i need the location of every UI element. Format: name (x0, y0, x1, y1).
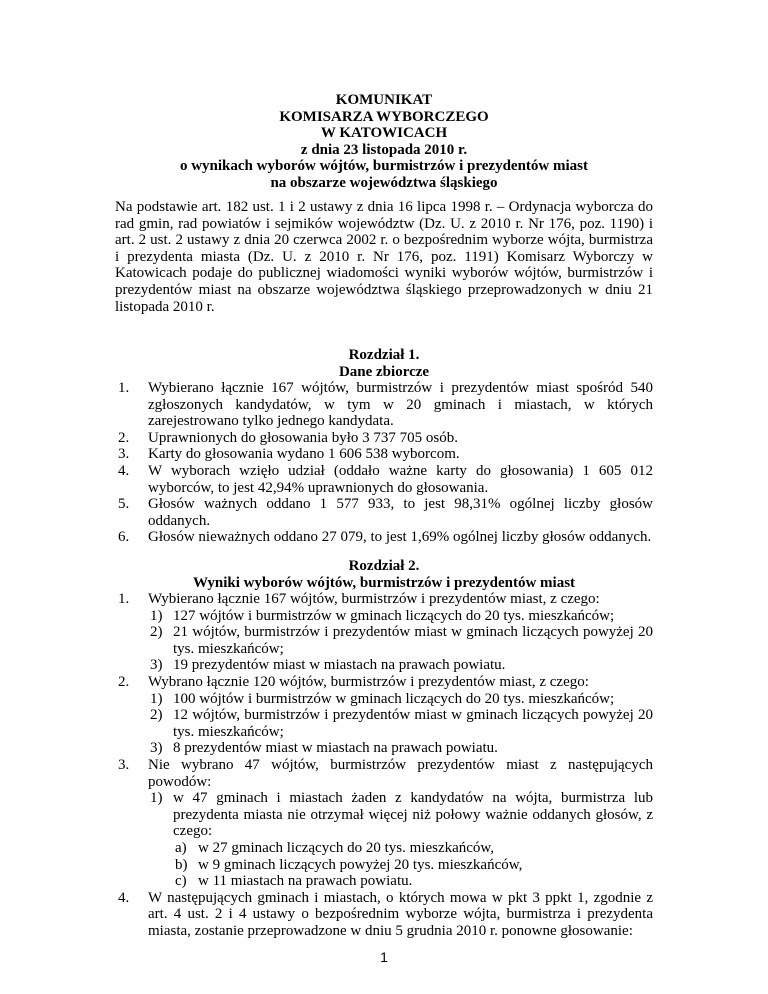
chapter-title: Wyniki wyborów wójtów, burmistrzów i prezydentów miast (192, 574, 576, 591)
header-line-komisarza: KOMISARZA WYBORCZEGO (279, 108, 489, 125)
header-line-region: na obszarze województwa śląskiego (270, 174, 498, 191)
list-item (115, 380, 653, 430)
sub-list-item (148, 740, 653, 757)
list-item (115, 674, 653, 757)
sub-item-text: w 47 gminach i miastach żaden z kandydatów na wójta, burmistrza lub prezydenta miasta nie otrzymał więcej niż połowy ważnie oddanych głosów, z czego: (173, 790, 653, 840)
sub-item-text: 8 prezydentów miast w miastach na prawach powiatu. (173, 740, 498, 757)
sub-item-text: 19 prezydentów miast w miastach na prawach powiatu. (173, 657, 506, 674)
sub-item-number: 2) (150, 707, 163, 724)
item-number: 3. (118, 756, 130, 773)
chapter-number: Rozdział 1. (348, 347, 420, 363)
item-number: 1. (118, 591, 130, 607)
sub-item-number: 3) (150, 740, 163, 757)
chapter-1-heading (115, 347, 653, 380)
item-text: Głosów nieważnych oddano 27 079, to jest 1,69% ogólnej liczby głosów oddanych. (148, 529, 652, 546)
sub-sub-list-item (173, 840, 653, 857)
chapter-2-heading (115, 558, 653, 591)
sub-sub-list-item (173, 873, 653, 890)
item-text: Nie wybrano 47 wójtów, burmistrzów prezydentów miast z następujących powodów: (148, 756, 653, 790)
item-number: 6. (118, 529, 130, 546)
sub-sub-item-letter: b) (175, 856, 188, 873)
intro-paragraph: Na podstawie art. 182 ust. 1 i 2 ustawy z dnia 16 lipca 1998 r. – Ordynacja wyborcza do rad gmin, rad powiatów i sejmików województw (Dz. U. z 2010 r. Nr 176, poz. 1190) i art. 2 ust. 2 ustawy z dnia 20 czerwca 2002 r. o bezpośrednim wyborze wójta, burmistrza i prezydenta miasta (Dz. U. z 2010 r. Nr 176, poz. 1191) Komisarz Wyborczy w Katowicach podaje do publicznej wiadomości wyniki wyborów wójtów, burmistrzów i prezydentów miast na obszarze województwa śląskiego przeprowadzonych w dniu 21 listopada 2010 r. (115, 199, 653, 315)
item-number: 4. (118, 462, 130, 479)
sub-item-number: 2) (150, 624, 163, 641)
list-item (115, 446, 653, 463)
item-number: 1. (118, 380, 130, 396)
list-item (115, 496, 653, 529)
item-number: 4. (118, 889, 130, 906)
item-text: W następujących gminach i miastach, o których mowa w pkt 3 ppkt 1, zgodnie z art. 4 ust. 2 i 4 ustawy o bezpośrednim wyborze wójta, burmistrza i prezydenta miasta, zostanie przeprowadzone w dniu 5 grudnia 2010 r. ponowne głosowanie: (148, 889, 653, 939)
sub-list-item (148, 790, 653, 890)
item-text: Karty do głosowania wydano 1 606 538 wyborcom. (148, 446, 460, 463)
chapter-1-list (115, 380, 653, 546)
list-item (115, 463, 653, 496)
sub-list-item (148, 657, 653, 674)
list-item (115, 430, 653, 447)
header-line-subject: o wynikach wyborów wójtów, burmistrzów i prezydentów miast (179, 158, 589, 175)
chapter-number: Rozdział 2. (348, 558, 420, 574)
item-number: 2. (118, 429, 130, 446)
sub-sub-list-item (173, 857, 653, 874)
item-number: 2. (118, 673, 130, 690)
sub-sub-item-letter: c) (175, 873, 187, 890)
sub-sub-item-text: w 9 gminach liczących powyżej 20 tys. mieszkańców, (198, 856, 523, 873)
item-number: 5. (118, 496, 130, 513)
sub-sub-item-text: w 27 gminach liczących do 20 tys. mieszkańców, (198, 839, 495, 856)
item-text: Wybierano łącznie 167 wójtów, burmistrzów i prezydentów miast, z czego: (148, 591, 600, 607)
sub-item-number: 3) (150, 657, 163, 674)
list-item (115, 890, 653, 940)
item-text: W wyborach wzięło udział (oddało ważne karty do głosowania) 1 605 012 wyborców, to jest 42,94% uprawnionych do głosowania. (148, 462, 653, 496)
item-text: Wybrano łącznie 120 wójtów, burmistrzów i prezydentów miast, z czego: (148, 673, 589, 690)
sub-item-number: 1) (150, 790, 163, 807)
item-text: Głosów ważnych oddano 1 577 933, to jest 98,31% ogólnej liczby głosów oddanych. (148, 496, 653, 529)
sub-list-item (148, 624, 653, 657)
sub-list (148, 691, 653, 757)
sub-list (148, 790, 653, 890)
sub-sub-item-letter: a) (175, 839, 187, 856)
list-item (115, 757, 653, 890)
sub-sub-item-text: w 11 miastach na prawach powiatu. (198, 873, 413, 890)
sub-list-item (148, 691, 653, 708)
sub-item-text: 127 wójtów i burmistrzów w gminach liczących do 20 tys. mieszkańców; (173, 607, 615, 624)
sub-item-text: 21 wójtów, burmistrzów i prezydentów miast w gminach liczących powyżej 20 tys. mieszkańców; (173, 624, 653, 657)
header-line-katowice: W KATOWICACH (320, 125, 448, 142)
sub-sub-list (173, 840, 653, 890)
document-header (115, 92, 653, 192)
page-number: 1 (380, 949, 388, 965)
sub-list-item (148, 707, 653, 740)
chapter-title: Dane zbiorcze (338, 363, 430, 380)
sub-list (148, 608, 653, 674)
sub-list-item (148, 608, 653, 625)
item-number: 3. (118, 446, 130, 463)
item-text: Uprawnionych do głosowania było 3 737 705 osób. (148, 429, 458, 446)
sub-item-number: 1) (150, 607, 163, 624)
sub-item-text: 12 wójtów, burmistrzów i prezydentów miast w gminach liczących powyżej 20 tys. mieszkańców; (173, 707, 653, 740)
item-text: Wybierano łącznie 167 wójtów, burmistrzów i prezydentów miast spośród 540 zgłoszonych kandydatów, w tym w 20 gminach i miastach, w których zarejestrowano tylko jednego kandydata. (148, 380, 653, 430)
sub-item-number: 1) (150, 690, 163, 707)
header-line-date: z dnia 23 listopada 2010 r. (300, 141, 468, 158)
chapter-2-list (115, 591, 653, 939)
header-line-komunikat: KOMUNIKAT (335, 92, 433, 108)
list-item (115, 529, 653, 546)
sub-item-text: 100 wójtów i burmistrzów w gminach liczących do 20 tys. mieszkańców; (173, 690, 615, 707)
list-item (115, 591, 653, 674)
